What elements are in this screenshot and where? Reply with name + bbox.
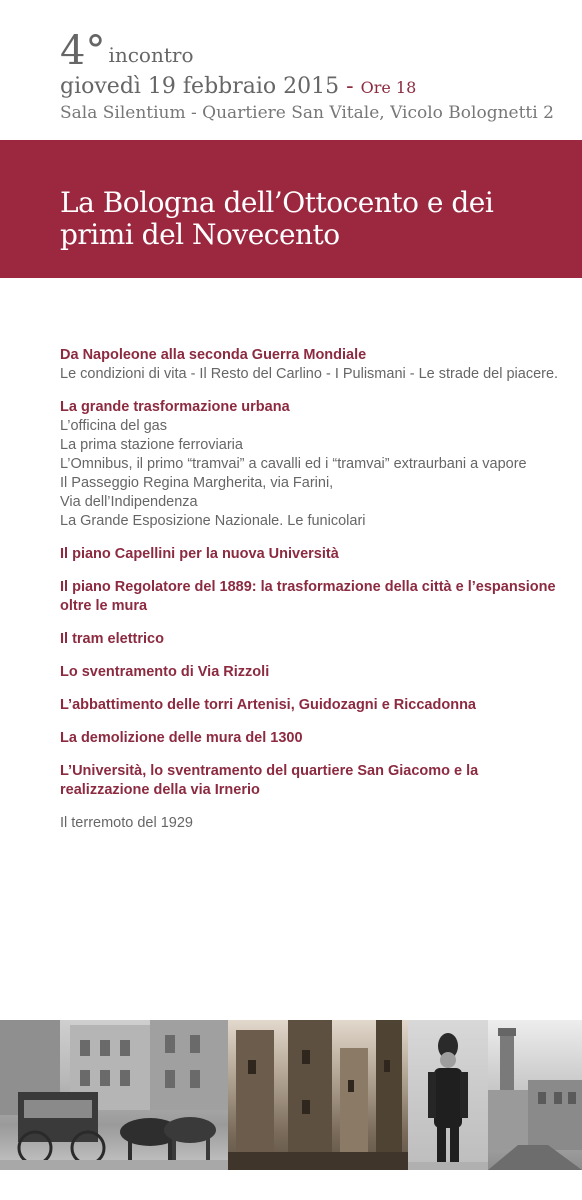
photo-horse-omnibus <box>0 1020 228 1170</box>
event-date: giovedì 19 febbraio 2015 <box>60 74 340 99</box>
topic-body-line: Le condizioni di vita - Il Resto del Carlino - I Pulismani - Le strade del piacere. <box>60 366 559 382</box>
meeting-number: 4° <box>60 28 106 74</box>
meeting-label: incontro <box>108 43 194 67</box>
topic-item <box>60 762 560 800</box>
topic-item <box>60 663 560 682</box>
topic-body-line: La Grande Esposizione Nazionale. Le funicolari <box>60 513 366 529</box>
meeting-number-line <box>60 28 554 74</box>
banner-title-line-2: primi del Novecento <box>60 218 340 251</box>
topic-body-line: L’officina del gas <box>60 418 167 434</box>
closing-topic: Il terremoto del 1929 <box>60 815 193 831</box>
historical-photo-strip <box>0 1020 582 1170</box>
topic-title: Il tram elettrico <box>60 631 164 647</box>
topic-title: Il piano Capellini per la nuova Università <box>60 546 339 562</box>
date-line <box>60 74 554 99</box>
photo-street-tower <box>488 1020 582 1170</box>
topic-item <box>60 729 560 748</box>
topic-title: La demolizione delle mura del 1300 <box>60 730 303 746</box>
photo-policeman <box>408 1020 488 1170</box>
topic-item <box>60 545 560 564</box>
topic-body-line: La prima stazione ferroviaria <box>60 437 243 453</box>
topic-body-line: L’Omnibus, il primo “tramvai” a cavalli ed i “tramvai” extraurbani a vapore <box>60 456 527 472</box>
topic-body-line: Via dell’Indipendenza <box>60 494 198 510</box>
topic-item <box>60 346 560 384</box>
photo-medieval-towers <box>228 1020 408 1170</box>
topic-item <box>60 696 560 715</box>
topic-item <box>60 630 560 649</box>
topic-title: L’abbattimento delle torri Artenisi, Guidozagni e Riccadonna <box>60 697 476 713</box>
topic-title: Il piano Regolatore del 1889: la trasformazione della città e l’espansione oltre le mura <box>60 579 556 614</box>
topic-title: Da Napoleone alla seconda Guerra Mondiale <box>60 347 367 363</box>
title-banner <box>0 140 582 278</box>
date-separator: - <box>346 74 354 99</box>
event-time: Ore 18 <box>360 78 417 97</box>
topic-title: L’Università, lo sventramento del quartiere San Giacomo e la realizzazione della via Irnerio <box>60 763 479 798</box>
topic-title: Lo sventramento di Via Rizzoli <box>60 664 270 680</box>
banner-title-line-1: La Bologna dell’Ottocento e dei <box>60 186 494 219</box>
topic-body-line: Il Passeggio Regina Margherita, via Farini, <box>60 475 334 491</box>
topic-item <box>60 398 560 531</box>
banner-title <box>60 187 560 251</box>
event-header <box>60 28 554 123</box>
topic-list <box>60 346 560 833</box>
event-venue: Sala Silentium - Quartiere San Vitale, Vicolo Bolognetti 2 <box>60 103 554 123</box>
topic-title: La grande trasformazione urbana <box>60 399 290 415</box>
topic-item <box>60 578 560 616</box>
